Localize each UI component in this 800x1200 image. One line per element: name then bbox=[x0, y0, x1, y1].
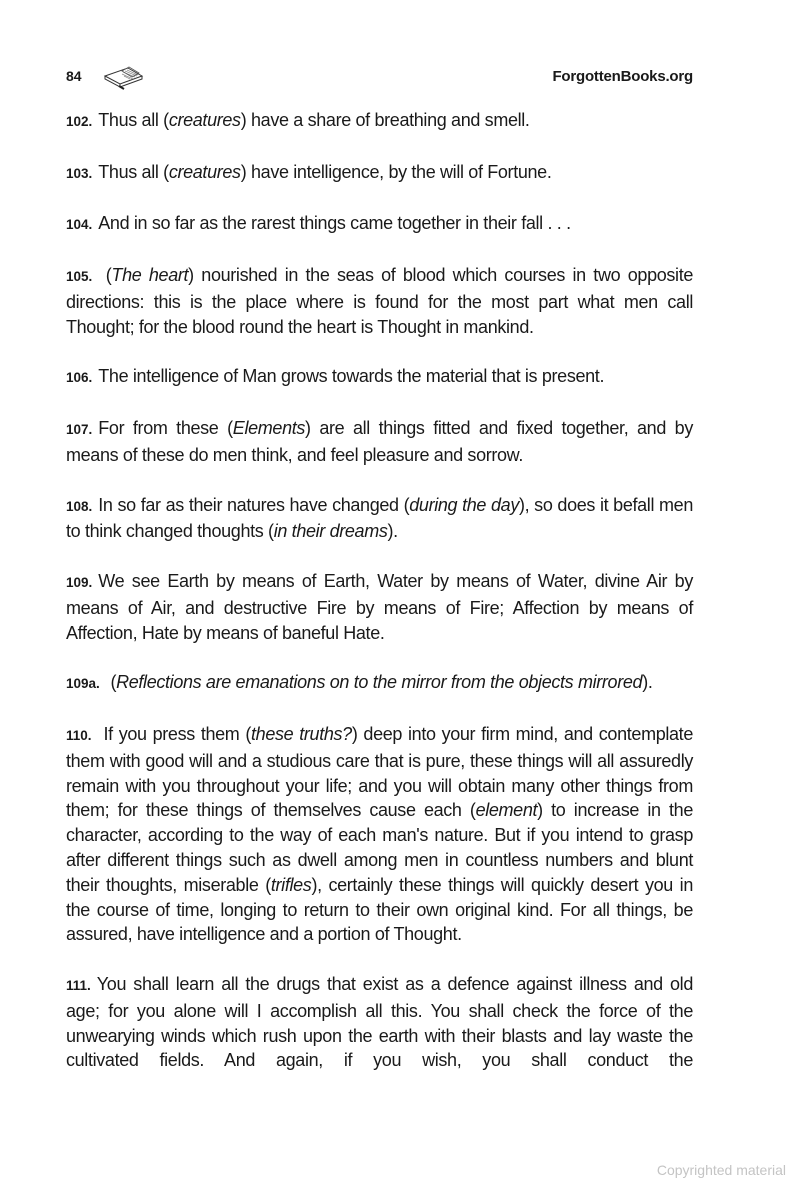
italic-text: creatures bbox=[168, 110, 241, 130]
text: ) deep into your firm mind, and contemplate them with good will and a studious care that is pure, these things will all assuredly remain with you throughout your life; and you will obtain many other things from them; for these things of themselves cause each ( bbox=[66, 723, 693, 821]
text: ). bbox=[387, 521, 398, 542]
site-name: ForgottenBooks.org bbox=[552, 68, 693, 85]
text: And in so far as the rarest things came together in their fall . . . bbox=[98, 213, 571, 234]
text: ) are all things fitted and fixed together, and by means of these do men think, and feel pleasure and sorrow. bbox=[66, 418, 693, 465]
text: If you press them ( bbox=[97, 723, 252, 744]
text: ), certainly these things will quickly desert you in the course of time, longing to return to their own original kind. For all things, be assured, have intelligence and a portion of Thought. bbox=[66, 874, 693, 945]
text: ( bbox=[105, 672, 117, 693]
text: In so far as their natures have changed ( bbox=[98, 494, 410, 515]
document-body bbox=[66, 108, 693, 1098]
fragment-paragraph bbox=[66, 722, 693, 947]
fragment-number: 107. bbox=[66, 422, 93, 438]
text: Thus all ( bbox=[98, 110, 169, 130]
page-number: 84 bbox=[66, 68, 82, 84]
fragment-paragraph bbox=[66, 569, 693, 645]
text: ). bbox=[642, 672, 653, 693]
fragment-number: 104. bbox=[66, 217, 93, 233]
fragment-paragraph bbox=[66, 670, 693, 697]
text: ) to increase in the character, according to the way of each man's nature. But if you intend to grasp after different things such as dwell among men in countless numbers and blunt their thoughts, miserable ( bbox=[66, 800, 693, 895]
fragment-paragraph bbox=[66, 108, 693, 135]
italic-text: these truths? bbox=[251, 723, 352, 744]
text: ) have a share of breathing and smell. bbox=[240, 110, 530, 130]
text: Thus all ( bbox=[98, 161, 169, 182]
open-book-icon bbox=[102, 64, 144, 90]
text: For from these ( bbox=[98, 418, 233, 439]
text: The intelligence of Man grows towards the material that is present. bbox=[98, 366, 605, 387]
fragment-paragraph bbox=[66, 416, 693, 468]
fragment-number: 105. bbox=[66, 269, 93, 285]
italic-text: creatures bbox=[168, 161, 241, 182]
page-header bbox=[66, 64, 693, 90]
fragment-number: 111. bbox=[66, 978, 91, 994]
fragment-number: 109. bbox=[66, 575, 93, 590]
italic-text: Elements bbox=[232, 418, 306, 439]
italic-text: trifles bbox=[270, 874, 312, 895]
text: We see Earth by means of Earth, Water by means of Water, divine Air by means of Air, and destructive Fire by means of Fire; Affection by means of Affection, Hate by means of baneful Hate. bbox=[66, 571, 693, 643]
italic-text: The heart bbox=[111, 265, 189, 286]
fragment-number: 103. bbox=[66, 165, 93, 181]
fragment-number: 106. bbox=[66, 370, 93, 386]
copyright-watermark: Copyrighted material bbox=[656, 1162, 786, 1178]
text: ) have intelligence, by the will of Fortune. bbox=[240, 161, 552, 182]
fragment-number: 110. bbox=[66, 727, 92, 743]
italic-text: Reflections are emanations on to the mirror from the objects mirrored bbox=[116, 672, 643, 693]
text: ) nourished in the seas of blood which courses in two opposite directions: this is the place where is found for the most part what men call Thought; for the blood round the heart is Thought in mankind. bbox=[66, 265, 694, 337]
text: ( bbox=[98, 265, 112, 286]
fragment-paragraph bbox=[66, 364, 693, 391]
italic-text: in their dreams bbox=[273, 521, 388, 542]
fragment-number: 109a. bbox=[66, 676, 100, 692]
text: ), so does it befall men to think changed thoughts ( bbox=[66, 494, 693, 542]
italic-text: element bbox=[475, 800, 538, 821]
fragment-paragraph bbox=[66, 263, 693, 339]
fragment-paragraph bbox=[66, 972, 693, 1073]
fragment-paragraph bbox=[66, 493, 693, 545]
italic-text: during the day bbox=[409, 494, 519, 515]
fragment-paragraph bbox=[66, 211, 693, 238]
text: You shall learn all the drugs that exist as a defence against illness and old age; for you alone will I accomplish all this. You shall check the force of the unwearying winds which rush upon the earth with their blasts and lay waste the cultivated fields. And again, if you wish, you shall conduct the bbox=[66, 974, 693, 1071]
fragment-paragraph bbox=[66, 160, 693, 187]
fragment-number: 108. bbox=[66, 498, 93, 514]
fragment-number: 102. bbox=[66, 114, 93, 129]
